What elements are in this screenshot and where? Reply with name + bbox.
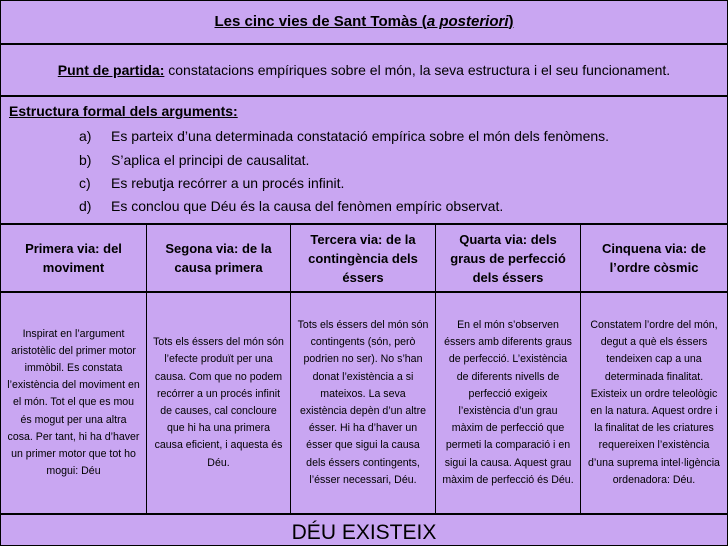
structure-item: a) Es parteix d’una determinada constatació empírica sobre el món dels fenòmens. bbox=[79, 128, 610, 144]
conclusion: DÉU EXISTEIX bbox=[0, 514, 728, 546]
structure-item: b) S’aplica el principi de causalitat. bbox=[79, 152, 310, 168]
way-body-2: Tots els éssers del món són l’efecte produït per una causa. Com que no podem recórrer a un procés infinit de causes, cal concloure que hi ha una primera causa eficient, i aquesta és Déu. bbox=[146, 292, 291, 514]
starting-point-label: Punt de partida: bbox=[57, 62, 165, 78]
starting-point bbox=[0, 44, 728, 96]
way-body-4: En el món s’observen éssers amb diferents graus de perfecció. L’existència de diferents nivells de perfecció exigeix l’existència d’un grau màxim de perfecció que permeti la comparació i en sigui la causa. Aquest grau màxim de perfecció és Déu. bbox=[435, 292, 581, 514]
way-body-5: Constatem l’ordre del món, degut a què els éssers tendeixen cap a una determinada finalitat. Existeix un ordre teleològic en la natura. Aquest ordre i la finalitat de les criatures requereixen l’existència d’una suprema intel·ligència ordenadora: Déu. bbox=[580, 292, 728, 514]
page-title bbox=[0, 0, 728, 44]
way-header-4: Quarta via: dels graus de perfecció dels éssers bbox=[435, 224, 581, 292]
way-body-3: Tots els éssers del món són contingents (són, però podrien no ser). No s’han donat l’existència a si mateixos. La seva existència depèn d’un altre ésser. Hi ha d’haver un ésser que sigui la causa dels éssers contingents, l’ésser necessari, Déu. bbox=[290, 292, 436, 514]
formal-structure bbox=[0, 96, 728, 224]
way-header-1: Primera via: del moviment bbox=[0, 224, 147, 292]
way-header-3: Tercera via: de la contingència dels éssers bbox=[290, 224, 436, 292]
way-header-5: Cinquena via: de l’ordre còsmic bbox=[580, 224, 728, 292]
way-body-1: Inspirat en l’argument aristotèlic del primer motor immòbil. Es constata l’existència del moviment en el món. Tot el que es mou és mogut per una altra cosa. Per tant, hi ha d’haver un primer motor que tot ho mogui: Déu bbox=[0, 292, 147, 514]
title-text: Les cinc vies de Sant Tomàs (a posteriori) bbox=[214, 13, 514, 30]
starting-point-text: constatacions empíriques sobre el món, la seva estructura i el seu funcionament. bbox=[164, 62, 671, 78]
way-header-2: Segona via: de la causa primera bbox=[146, 224, 291, 292]
structure-item: d) Es conclou que Déu és la causa del fenòmen empíric observat. bbox=[79, 198, 504, 214]
structure-item: c) Es rebutja recórrer a un procés infinit. bbox=[79, 175, 345, 191]
structure-heading: Estructura formal dels arguments: bbox=[9, 103, 238, 119]
